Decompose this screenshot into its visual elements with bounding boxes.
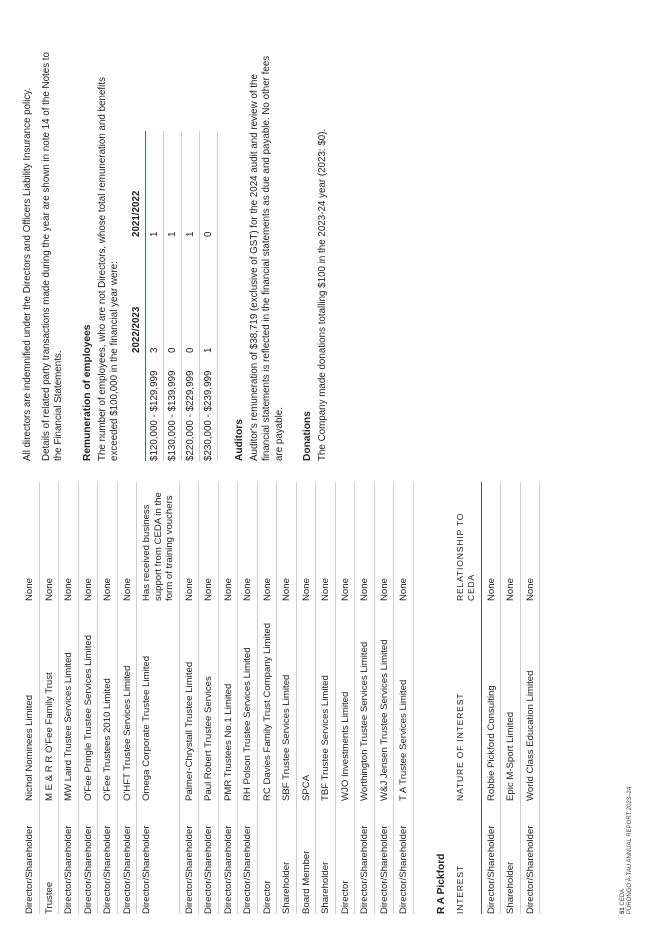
count-2023-cell: 0 [163,237,181,353]
interest-cell: Director/Shareholder [137,801,180,914]
relationship-cell: None [199,482,219,601]
relationship-cell: None [78,482,98,601]
interest-cell: Shareholder [501,801,521,914]
interest-row [316,482,336,914]
donations-heading: Donations [302,411,313,461]
interest-cell: Director/Shareholder [179,801,199,914]
relationship-cell: None [218,482,238,601]
nature-cell: RC Davies Family Trust Company Limited [257,601,277,801]
relationship-cell: None [98,482,118,601]
interest-row [394,482,414,914]
interest-row [238,482,258,914]
interest-row [179,482,199,914]
interest-row [78,482,98,914]
nature-cell: Worthington Trustee Services Limited [355,601,375,801]
remuneration-row [163,131,181,461]
nature-cell: TBF Trustee Services Limited [316,601,336,801]
nature-cell: World Class Education Limited [520,601,540,801]
interest-cell: Director/Shareholder [355,801,375,914]
nature-cell: PMR Trustees No.1 Limited [218,601,238,801]
interest-cell: Shareholder [277,801,297,914]
interest-cell: Director/Shareholder [117,801,137,914]
nature-cell: SPCA [296,601,316,801]
remuneration-header-row [128,131,146,461]
remuneration-row [181,131,199,461]
count-2023-cell: 3 [145,237,163,353]
pickford-row [520,482,540,914]
relationship-cell: None [355,482,375,601]
remuneration-text: The number of employees, who are not Directors, whose total remuneration and benefits exceeded $100,000 in the financial year were: [96,77,120,461]
relationship-cell: None [20,482,39,601]
count-2023-cell: 1 [199,237,217,353]
interest-cell: Director [257,801,277,914]
interest-cell: Director/Shareholder [238,801,258,914]
remuneration-table [128,131,218,461]
header-nature: NATURE OF INTEREST [451,601,482,801]
interests-register-column [20,482,540,914]
nature-cell: O'Fee Trustees 2010 Limited [98,601,118,801]
nature-cell: SBF Trustee Services Limited [277,601,297,801]
interests-table [20,482,414,914]
interest-cell: Director/Shareholder [59,801,79,914]
count-2022-cell: 1 [145,131,163,237]
salary-band-cell: $120,000 - $129,999 [145,353,163,461]
pickford-table [451,482,541,914]
count-2022-cell: 1 [181,131,199,237]
remuneration-header-2023: 2022/2023 [128,237,146,353]
interest-row [20,482,39,914]
interest-cell: Director/Shareholder [98,801,118,914]
relationship-cell: None [316,482,336,601]
nature-cell: WJO Investments Limited [335,601,355,801]
header-relationship: RELATIONSHIP TO CEDA [451,482,482,601]
relationship-cell: None [179,482,199,601]
interest-row [374,482,394,914]
interest-row [355,482,375,914]
interest-row [199,482,219,914]
interest-cell: Trustee [39,801,59,914]
interest-row [39,482,59,914]
salary-band-cell: $220,000 - $229,999 [181,353,199,461]
relationship-cell: None [117,482,137,601]
pickford-table-body [481,482,540,914]
nature-cell: M E & R R O'Fee Family Trust [39,601,59,801]
auditors-text: Auditor's remuneration of $38,719 (exclusive of GST) for the 2024 audit and review of the financial statements is reflected in the financial statements as due and payable. No other fees are payable. [248,55,285,461]
interest-cell: Director/Shareholder [394,801,414,914]
interest-cell: Director/Shareholder [374,801,394,914]
interest-row [117,482,137,914]
nature-cell: MW Laird Trustee Services Limited [59,601,79,801]
interest-cell: Director [335,801,355,914]
pickford-header-row [451,482,482,914]
relationship-cell: None [374,482,394,601]
interest-cell: Director/Shareholder [199,801,219,914]
pickford-name: R A Pickford [435,853,447,914]
interests-table-body [20,482,413,914]
disclosures-column [22,41,336,461]
remuneration-header-band [128,353,146,461]
remuneration-row [145,131,163,461]
interest-cell: Board Member [296,801,316,914]
interest-cell: Shareholder [316,801,336,914]
relationship-cell: None [520,482,540,601]
relationship-cell: None [39,482,59,601]
interest-row [335,482,355,914]
interest-cell: Director/Shareholder [78,801,98,914]
interest-cell: Director/Shareholder [218,801,238,914]
nature-cell: Nichol Nominees Limited [20,601,39,801]
nature-cell: O'HFT Trustee Services Limited [117,601,137,801]
indemnity-text: All directors are indemnified under the Directors and Officers Liability Insurance policy. [22,87,33,461]
relationship-cell: None [335,482,355,601]
nature-cell: Robbie Pickford Consulting [481,601,501,801]
related-party-text: Details of related party transactions made during the year are shown in note 14 of the Notes to the Financial Statements. [40,52,64,461]
header-interest: INTEREST [451,801,482,914]
count-2023-cell: 0 [181,237,199,353]
nature-cell: O'Fee Pringle Trustee Services Limited [78,601,98,801]
salary-band-cell: $130,000 - $139,999 [163,353,181,461]
count-2022-cell: 0 [199,131,217,237]
relationship-cell: None [277,482,297,601]
nature-cell: T A Trustee Services Limited [394,601,414,801]
interest-row [59,482,79,914]
interest-cell: Director/Shareholder [481,801,501,914]
relationship-cell: None [501,482,521,601]
nature-cell: W&J Jensen Trustee Services Limited [374,601,394,801]
remuneration-table-body [145,131,217,461]
relationship-cell: None [59,482,79,601]
remuneration-row [199,131,217,461]
remuneration-heading: Remuneration of employees [81,324,93,461]
pickford-row [501,482,521,914]
nature-cell: Paul Robert Trustee Services [199,601,219,801]
interest-row [98,482,118,914]
interest-cell: Director/Shareholder [20,801,39,914]
relationship-cell: None [481,482,501,601]
interest-row [277,482,297,914]
relationship-cell: None [238,482,258,601]
remuneration-header-2022: 2021/2022 [128,131,146,237]
donations-text: The Company made donations totalling $100 in the 2023-24 year (2023: $0). [317,128,328,461]
salary-band-cell: $230,000 - $239,999 [199,353,217,461]
auditors-heading: Auditors [233,419,245,461]
nature-cell: RH Polson Trustee Services Limited [238,601,258,801]
page-footer [620,787,634,914]
interest-cell: Director/Shareholder [520,801,540,914]
interest-row [257,482,277,914]
relationship-cell: None [257,482,277,601]
footer-report-title: PŪRONGO Ā-TAU ANNUAL REPORT 2023–24 [627,786,633,914]
count-2022-cell: 1 [163,131,181,237]
relationship-cell: None [296,482,316,601]
interest-row [137,482,180,914]
pickford-row [481,482,501,914]
footer-org: CEDA [620,888,626,906]
page-number: 61 [620,907,626,914]
interest-row [218,482,238,914]
nature-cell: Omega Corporate Trustee Limited [137,601,180,801]
nature-cell: Palmer-Chrystall Trustee Limited [179,601,199,801]
relationship-cell: Has received business support from CEDA in the form of training vouchers [137,482,180,601]
interest-row [296,482,316,914]
nature-cell: Epic M-Sport Limited [501,601,521,801]
relationship-cell: None [394,482,414,601]
